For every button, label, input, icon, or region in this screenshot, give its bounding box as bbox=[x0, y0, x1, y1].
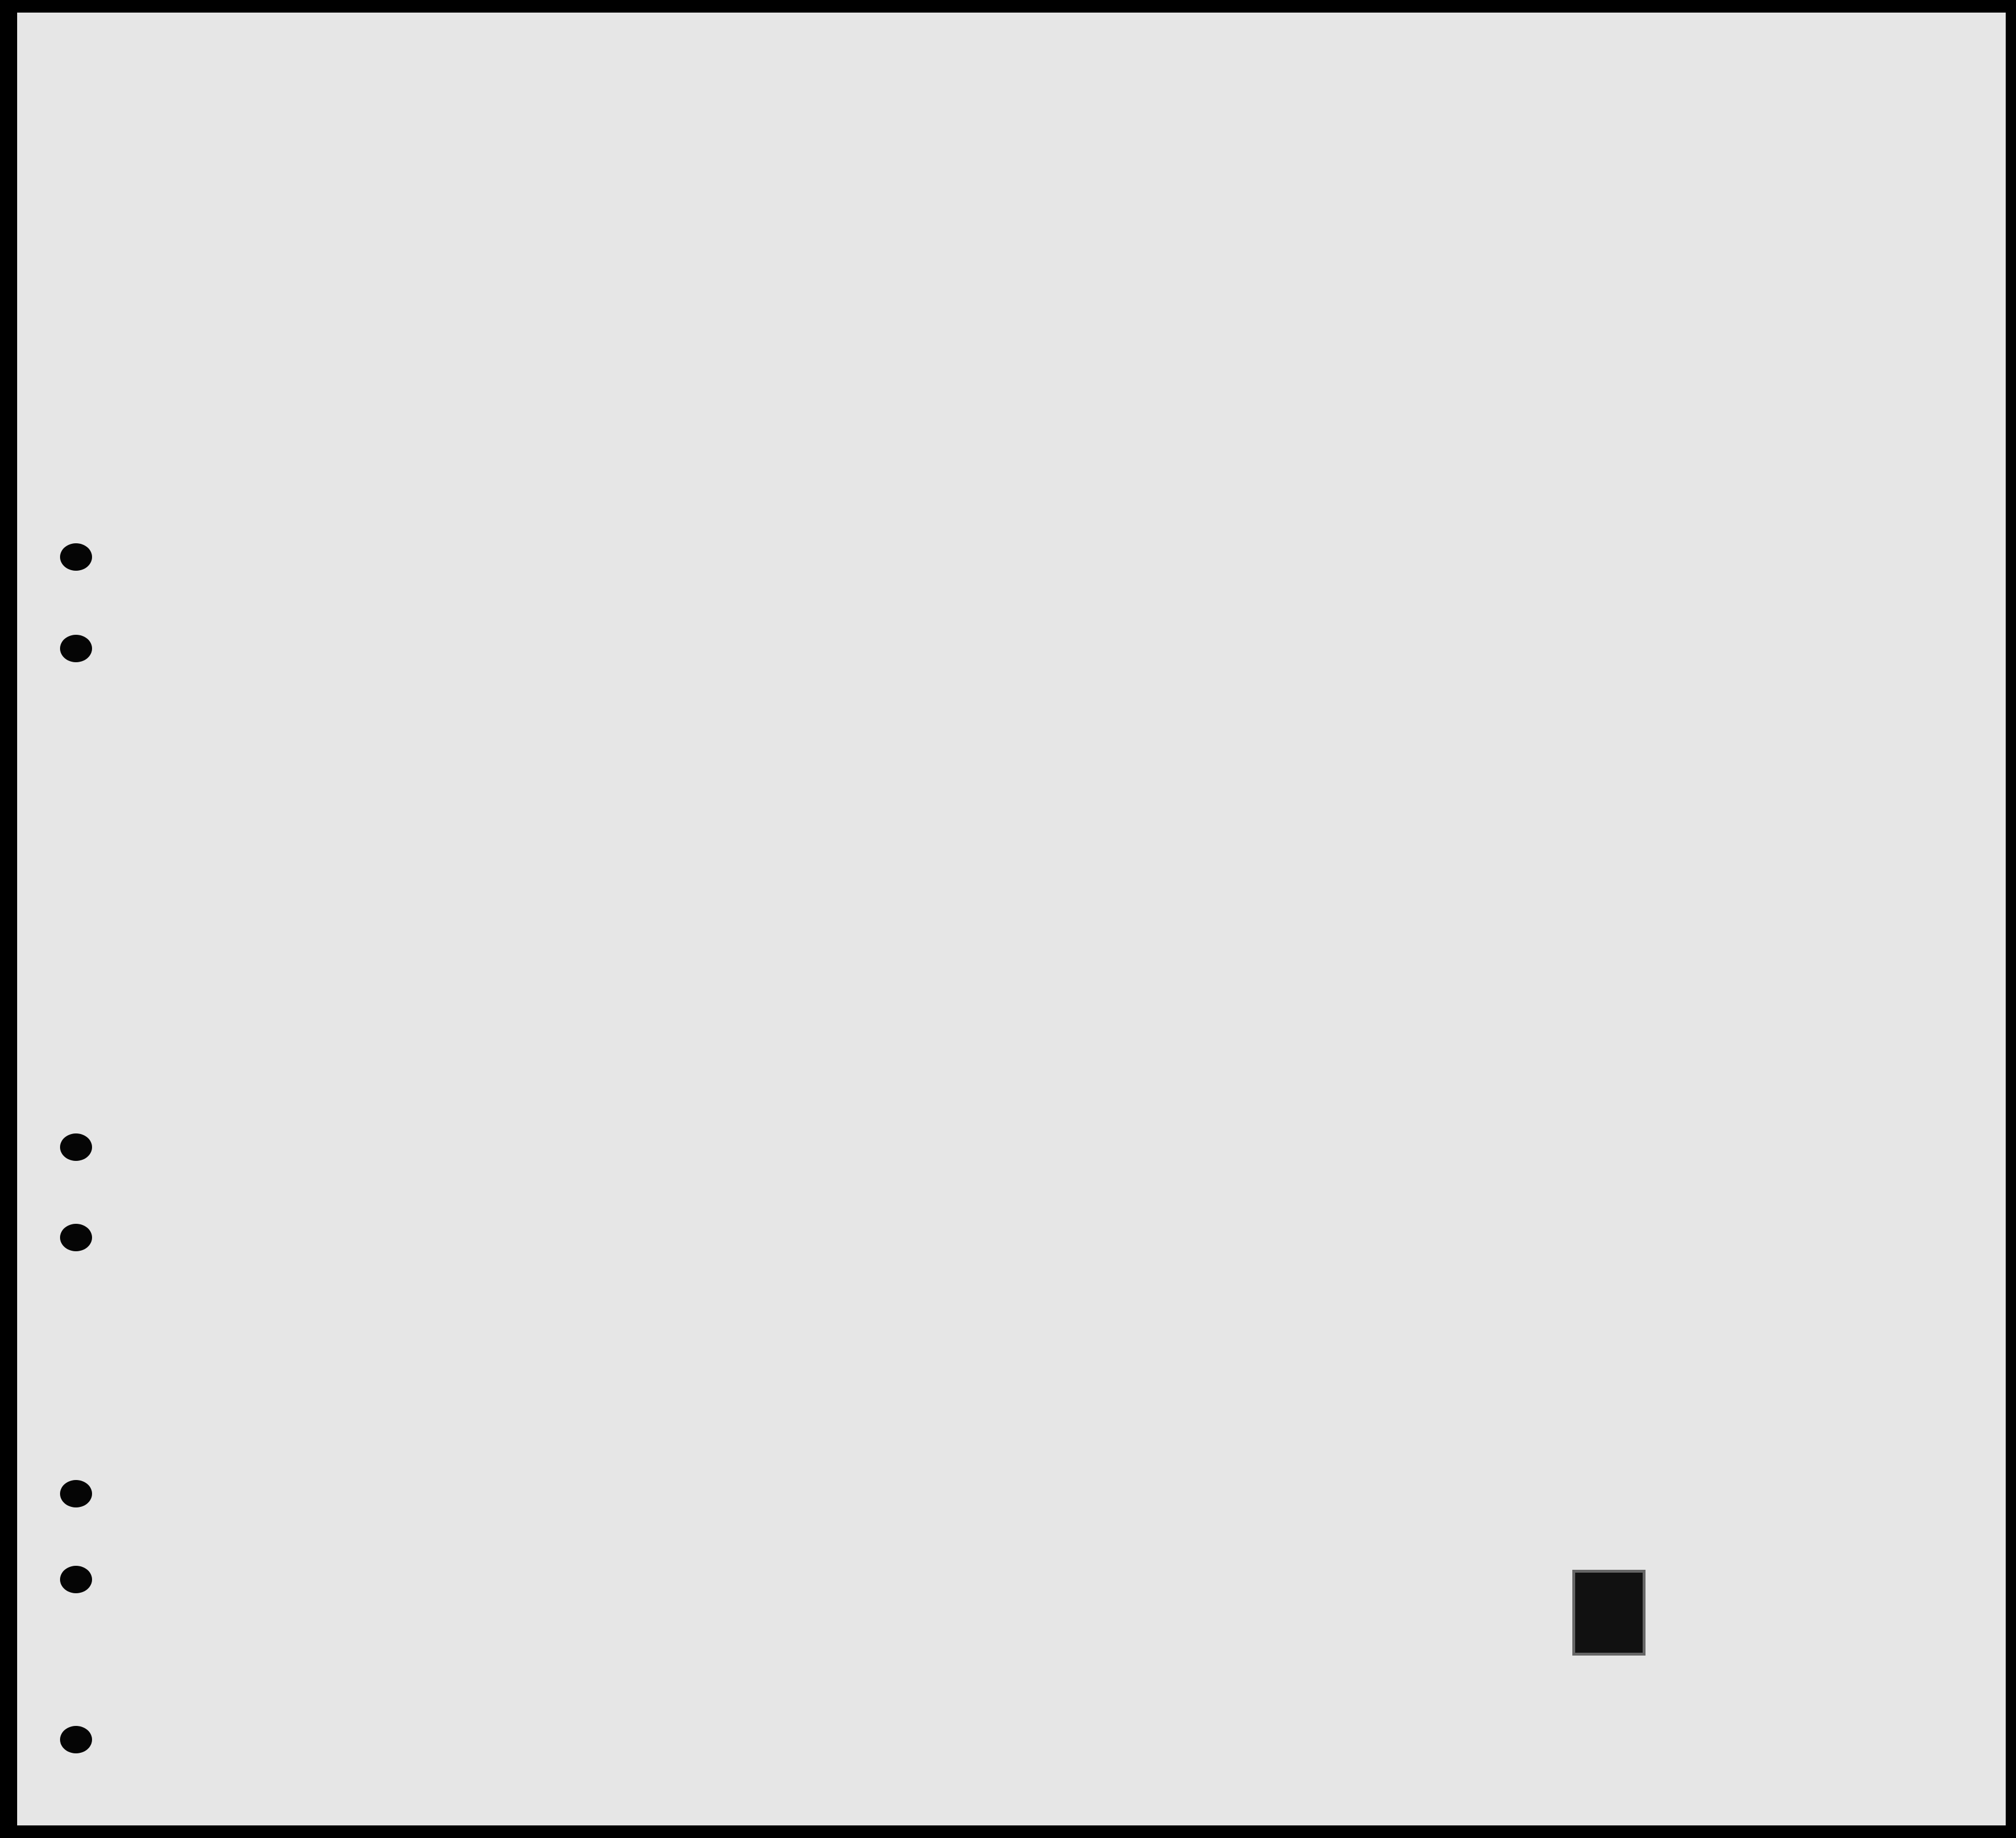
fee-stamp bbox=[1572, 1570, 1646, 1656]
